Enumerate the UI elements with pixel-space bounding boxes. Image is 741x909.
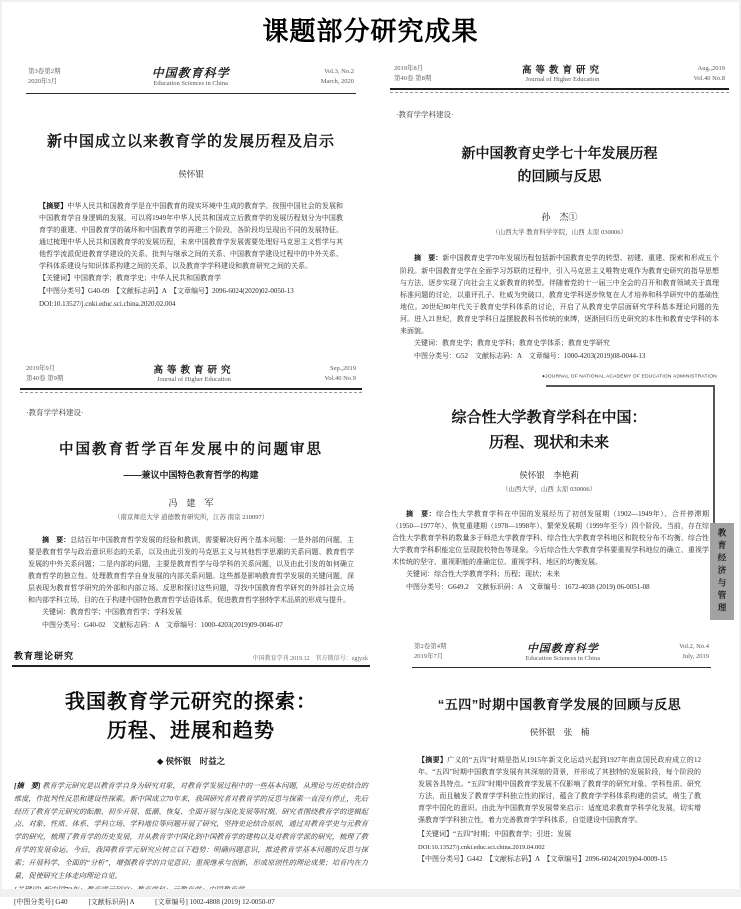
section-label: ·教育学学科建设· xyxy=(26,408,84,418)
abstract-label: 【摘要】 xyxy=(418,755,448,764)
paper-panel-5 xyxy=(12,647,370,907)
classification-line: [中图分类号] G40 [文献标识码] A [文章编号] 1002-4808 (2019) 12-0050-07 xyxy=(14,898,275,907)
issue-info-right xyxy=(321,67,354,88)
paper-panel-4 xyxy=(384,368,735,640)
journal-header-3 xyxy=(12,360,370,385)
article-title: “五四”时期中国教育学发展的回顾与反思 xyxy=(437,696,682,712)
journal-brand xyxy=(153,365,234,384)
header-rule-dash xyxy=(390,92,729,93)
abstract-label: 摘 要： xyxy=(406,509,437,518)
abstract-text: 中华人民共和国教育学是在中国教育的现实环境中生成的教育学。按照中国社会的发展和中国教育学自身逻辑的发展，可以将1949年中华人民共和国成立后教育学的发展历程划分为中国教育学的重建、中国教育学的破坏和中国教育学的再建三个阶段，各阶段均呈现出不同的发展特征。通过梳理中华人民共和国教育学的发展历程，未来中国教育学发展需要处理好马克思主义哲学与其他哲学流派促进教育学建设的关系、批判与继承之间的关系、中国教育学建设过程中的中外关系、学科体系建设与知识体系构建之间的关系，以及教育学学科建设和教育研究之间的关系。 xyxy=(39,202,344,271)
article-author: 侯怀银 xyxy=(178,169,204,180)
keywords-line: 关键词：教育史学；教育史学科；教育史学体系；教育史学研究 xyxy=(414,338,610,347)
affiliation: （南京师范大学 道德教育研究所，江苏 南京 210097） xyxy=(113,514,269,522)
abstract xyxy=(400,252,719,336)
journal-name-cn: 中国教育科学 xyxy=(151,66,230,80)
article-head-block xyxy=(384,406,714,493)
abstract-label: 【摘要】 xyxy=(39,202,68,211)
doi-line: DOI:10.13527/j.cnki.educ.sci.china.2020.02.004 xyxy=(39,300,176,309)
abstract-label: 摘 要： xyxy=(42,536,71,545)
paper-panel-6 xyxy=(384,638,735,893)
keywords-line: 关键词：综合性大学教育学科；历程；现状；未来 xyxy=(406,569,560,578)
page-bottom-margin xyxy=(2,889,739,895)
journal-brand xyxy=(522,65,603,84)
article-title: 中国教育哲学百年发展中的问题审思 xyxy=(59,442,323,459)
article-title-line2: 历程、现状和未来 xyxy=(488,433,609,451)
header-rule-thick xyxy=(20,388,362,391)
article-authors: 侯怀银 李艳莉 xyxy=(519,469,579,480)
volume-en: Vol.3, No.2 xyxy=(324,67,354,75)
volume-cn: 第40卷 第8期 xyxy=(394,75,432,83)
classification-line: 【中图分类号】G442 【文献标志码】A 【文章编号】2096-6024(2019)04-0009-15 xyxy=(418,855,667,864)
abstract-text: 新中国教育史学70年发展历程包括新中国教育史学的转型、初建、重建、探索和形成五个阶段。新中国教育史学在全面学习苏联的过程中，引入马克思主义唯物史观作为教育史研究的指导思想与方法，逐步实现了向社会主义新教育的转型。伴随着党的十一届三中全会的召开和教育领域关于真理标准问题的讨论，以重评孔子、杜威为突破口，教育史学科逐步恢复在人才培养和科学研究中的基础性地位。20世纪80年代关于教育史学科体系的讨论，开启了从教育史学层面研究学科基本理论问题的先河。进入21世纪，教育史学科日益摆脱教科书传统的束缚，逐渐回归历史研究的本性和教育史学科的本来面貌。 xyxy=(400,254,720,335)
journal-name-en: Education Sciences in China xyxy=(153,80,228,88)
journal-header-2 xyxy=(384,60,735,85)
abstract-text: 总结百年中国教育哲学发展的经验和教训，需要解决好两个基本问题：一是外部的问题，主要是教育哲学与政治意识形态的关系，以及由此引发的马克思主义与其他哲学思潮的关系问题、教育哲学发展的中外关系问题；二是内部的问题，主要是教育哲学与母学科的关系问题，以及由此引发的如何确立教育哲学的独立性、处理教育哲学自身发展的内部关系问题。这些都是影响教育哲学发展的关键问题，深层表现为教育哲学研究的外部和内部立场。反思和探讨这些问题，寻找中国教育哲学研究的外部社会立场和内部学科立场，目的在于构建中国特色教育哲学话语体系，促进教育哲学独特学术品质的形成与提升。 xyxy=(28,536,355,605)
abstract xyxy=(14,780,368,883)
classification-line: 中图分类号：G40-02 文献标志码：A 文章编号：1000-4203(2019)09-0046-07 xyxy=(42,621,283,630)
article-title xyxy=(384,406,714,456)
affiliation: （山西大学 教育科学学院，山西 太原 030006） xyxy=(492,229,627,237)
abstract-label: [摘 要] xyxy=(14,782,41,790)
article-authors: 侯怀银 张 楠 xyxy=(529,726,590,737)
issue-info-left xyxy=(28,67,61,88)
journal-name-en: Journal of Higher Education xyxy=(157,376,231,384)
article-subtitle: ——兼议中国特色教育哲学的构建 xyxy=(123,470,259,481)
section-label: ·教育学学科建设· xyxy=(396,110,454,120)
column-topbar xyxy=(12,647,370,667)
header-rule-dash xyxy=(20,392,362,393)
journal-name-en: Journal of Higher Education xyxy=(525,76,600,84)
article-title-line1: 我国教育学元研究的探索： xyxy=(65,689,317,713)
date-en: March, 2020 xyxy=(320,78,354,86)
volume-cn: 第3卷第2期 xyxy=(28,67,61,75)
volume-cn: 第2卷第4期 xyxy=(414,643,447,651)
article-author: 孙 杰① xyxy=(541,212,578,223)
article-author: 冯 建 军 xyxy=(168,498,214,509)
journal-name-cn: 中国教育科学 xyxy=(526,642,599,655)
abstract xyxy=(392,508,709,568)
keywords-line: 【关键词】中国教育学；教育学史；中华人民共和国教育学 xyxy=(39,274,221,283)
keywords-line: 关键词：教育哲学；中国教育哲学；学科发展 xyxy=(42,608,182,617)
paper-panel-2 xyxy=(384,60,735,366)
journal-name-cn: 高等教育研究 xyxy=(153,364,235,376)
abstract xyxy=(39,200,343,272)
article-title-line2: 的回顾与反思 xyxy=(517,168,602,185)
date-cn: 2020年3月 xyxy=(28,78,58,86)
date-en: July, 2019 xyxy=(682,653,709,661)
header-rule-thick xyxy=(390,88,729,91)
affiliation: （山西大学，山西 太原 030006） xyxy=(501,485,597,493)
volume-en: Vol.2, No.4 xyxy=(679,643,709,651)
header-rule xyxy=(412,667,711,668)
article-title-line1: 新中国教育史学七十年发展历程 xyxy=(461,145,658,162)
issue-info-left xyxy=(26,364,63,385)
doi-line: DOI:10.13527/j.cnki.educ.sci.china.2019.04.002 xyxy=(418,844,545,852)
page-title: 课题部分研究成果 xyxy=(262,17,479,47)
issue-info-left xyxy=(414,642,447,663)
header-rule xyxy=(26,93,356,94)
date-cn: 2019年8月 xyxy=(394,65,424,72)
abstract-text: 广义的“五四”时期是指从1915年新文化运动兴起到1927年南京国民政府成立的12年。“五四”时期中国教育学发展有其深刻的背景，并形成了其独特的发展阶段，每个阶段的发展各具特点。“五四”时期中国教育学发展不仅影响了教育学的研究对象、学科性质、研究方法，而且触发了教育学学科独立性的探讨，蕴含了教育学学科体系构建的尝试，萌生了教育学中国化的意识。由此为中国教育学发展带来启示：适度追求教育学科学化发展，切实增强教育学学科独立性，着力完善教育学学科体系，自觉建设中国教育学。 xyxy=(418,755,702,825)
journal-header-1 xyxy=(12,60,370,88)
issue-info-right xyxy=(679,642,709,663)
date-en: Aug.,2019 xyxy=(697,65,725,72)
paper-panel-3 xyxy=(12,360,370,647)
article-title xyxy=(384,142,735,188)
article-title-line1: 综合性大学教育学科在中国： xyxy=(451,409,647,426)
keywords-line: 【关键词】“五四”时期；中国教育学；引进；发展 xyxy=(418,830,572,839)
paper-panel-1 xyxy=(12,60,370,360)
issue-info-right xyxy=(694,64,725,85)
article-authors: ◆ 侯怀银 时益之 xyxy=(156,756,226,766)
abstract-label: 摘 要： xyxy=(414,254,443,263)
classification-line: 中图分类号：G649.2 文献标识码：A 文章编号：1672-4038 (2019) 06-0051-08 xyxy=(406,582,650,591)
journal-brand xyxy=(152,66,230,88)
column-name: 教育理论研究 xyxy=(14,651,75,661)
article-title-line2: 历程、进展和趋势 xyxy=(107,718,275,742)
abstract xyxy=(418,754,701,826)
journal-brand xyxy=(526,642,601,663)
date-cn: 2019年9月 xyxy=(26,365,56,372)
volume-en: Vol.40 No.9 xyxy=(324,375,356,383)
journal-name-cn: 高等教育研究 xyxy=(521,64,603,76)
issue-info: 中国教育学刊 2019.12 官方微信号：zgjyxk xyxy=(252,656,368,662)
date-en: Sep.,2019 xyxy=(330,365,356,372)
classification-line: 【中图分类号】G40-09 【文献标志码】A 【文章编号】2096-6024(2020)02-0050-13 xyxy=(39,287,294,296)
abstract-text: 教育学元研究是以教育学自身为研究对象，对教育学发展过程中的一些基本问题，从理论与历史结合的维度，作批判性反思和建设性探索。新中国成立70年来，我国研究者对教育学的反思与探索一直没有停止，先后经历了教育学元研究的酝酿、初步开展、低潮、恢复、全面开展与深化发展等时期。研究者围绕教育学的逻辑起点、对象、性质、体系、学科立场、学科地位等问题开展了研究，坚持史论结合原则，通过对教育学史与元教育学的研究，梳理了教育学的历史发展，并从教育学中国化到中国教育学的建构以及对教育学派的研究，梳理了教育学的发展命运。今后，我国教育学元研究应树立以下趋势：明确问题意识，推进教育学基本问题的反思与探索；开展科学、全面的“分析”，增强教育学的自觉意识；重视继承与创新，形成原创性的理论成果；培育内在力量，促使研究主体走向理论自觉。 xyxy=(14,782,368,880)
issue-info-left xyxy=(394,64,431,85)
journal-header-6 xyxy=(384,638,735,663)
article-title xyxy=(12,687,370,745)
banner-rule-vertical xyxy=(713,385,715,523)
column-side-tab: 教育经济与管理 xyxy=(710,523,734,620)
article-title: 新中国成立以来教育学的发展历程及启示 xyxy=(46,133,335,151)
issue-info-right xyxy=(325,364,356,385)
volume-cn: 第40卷 第9期 xyxy=(26,375,64,383)
abstract xyxy=(28,534,354,606)
journal-banner-en: ●JOURNAL OF NATIONAL ACADEMY OF EDUCATION ADMINISTRATION xyxy=(542,374,717,379)
journal-name-en: Education Sciences in China xyxy=(525,655,601,663)
classification-line: 中图分类号：G52 文献标志码：A 文章编号：1000-4203(2019)08-0044-13 xyxy=(414,351,646,360)
banner-rule-horizontal xyxy=(546,385,715,387)
volume-en: Vol.40 No.8 xyxy=(693,75,725,83)
abstract-text: 综合性大学教育学科在中国的发展经历了初创发展期（1902—1949年）、合并停滞期（1950—1977年）、恢复重建期（1978—1998年）、繁荣发展期（1999年至今）四个阶段。当前，存在综合性大学教育学科的数量多于师范大学教育学科、综合性大学教育学科地区和院校分布不均衡、综合性大学教育学科职能定位呈现院校特色等现象。今后综合性大学教育学科要重视学科地位的确立、重视学术传统的坚守、重视职能的准确定位、重视学科、地区的均衡发展。 xyxy=(392,509,710,566)
date-cn: 2019年7月 xyxy=(414,653,444,661)
